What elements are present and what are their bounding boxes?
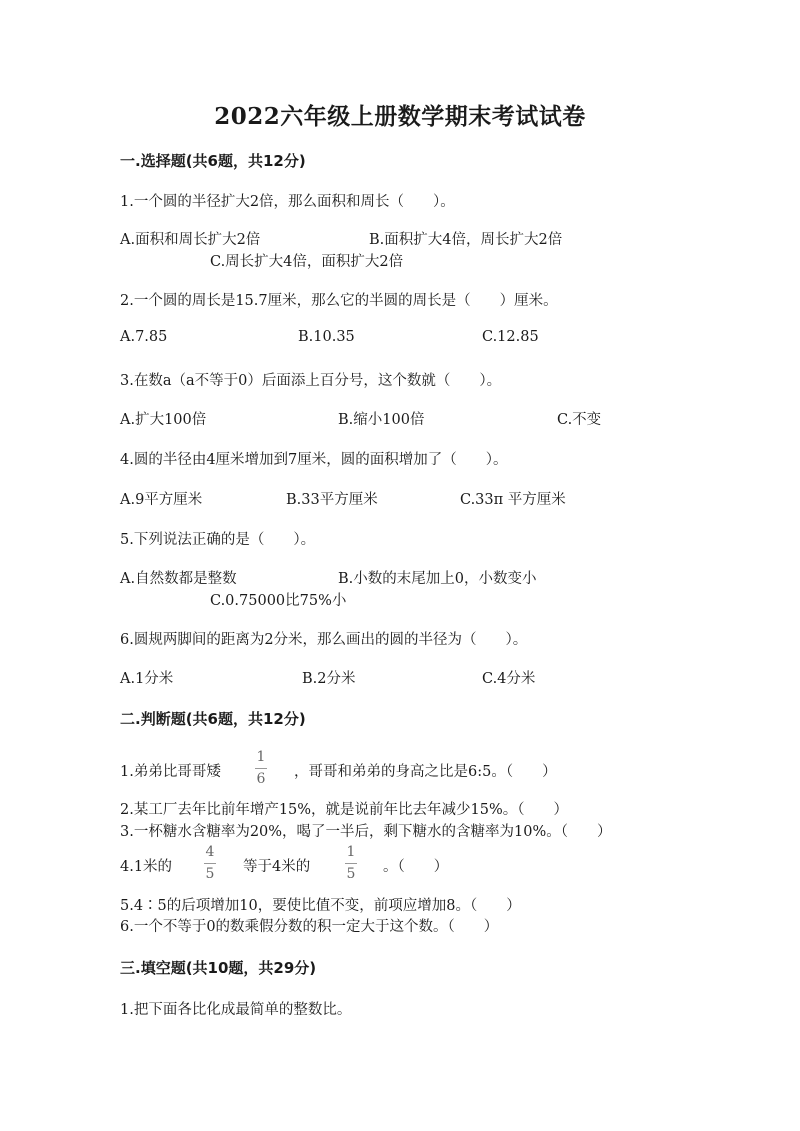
page-title: 2022六年级上册数学期末考试试卷: [214, 103, 586, 130]
judge-6: 6.一个不等于0的数乘假分数的积一定大于这个数。（ ）: [120, 919, 499, 935]
option-2c: C.12.85: [482, 329, 539, 345]
section-heading-choice: 一.选择题(共6题，共12分): [120, 152, 306, 170]
question-1: 1.一个圆的半径扩大2倍，那么面积和周长（ ）。: [120, 194, 455, 210]
question-3: 3.在数a（a不等于0）后面添上百分号，这个数就（ ）。: [120, 373, 502, 389]
judge-1-prefix: 1.弟弟比哥哥矮: [120, 764, 221, 780]
option-5b: B.小数的末尾加上0，小数变小: [338, 571, 537, 587]
question-2: 2.一个圆的周长是15.7厘米，那么它的半圆的周长是（ ）厘米。: [120, 293, 558, 309]
fraction-numerator: 1: [346, 844, 356, 860]
option-3c: C.不变: [557, 412, 602, 428]
option-6b: B.2分米: [302, 671, 356, 687]
option-2b: B.10.35: [298, 329, 355, 345]
option-3b: B.缩小100倍: [338, 412, 425, 428]
judge-4-middle: 等于4米的: [243, 859, 311, 875]
fraction-denominator: 5: [346, 866, 356, 882]
option-6c: C.4分米: [482, 671, 536, 687]
fraction-numerator: 4: [205, 844, 215, 860]
judge-4-prefix: 4.1米的: [120, 859, 173, 875]
option-4a: A.9平方厘米: [120, 492, 203, 508]
question-6: 6.圆规两脚间的距离为2分米，那么画出的圆的半径为（ ）。: [120, 632, 528, 648]
section-heading-judge: 二.判断题(共6题，共12分): [120, 710, 306, 728]
option-4c: C.33π 平方厘米: [460, 492, 566, 508]
fraction-bar: [255, 768, 267, 769]
judge-2: 2.某工厂去年比前年增产15%，就是说前年比去年减少15%。（ ）: [120, 802, 569, 818]
judge-4-suffix: 。（ ）: [383, 859, 449, 875]
option-5a: A.自然数都是整数: [120, 571, 237, 587]
fraction-one-fifth: [345, 844, 357, 883]
fraction-four-fifths: [204, 844, 216, 883]
option-1a: A.面积和周长扩大2倍: [120, 232, 261, 248]
option-5c: C.0.75000比75%小: [210, 593, 347, 609]
option-1b: B.面积扩大4倍，周长扩大2倍: [369, 232, 563, 248]
fraction-denominator: 6: [256, 771, 266, 787]
option-3a: A.扩大100倍: [120, 412, 207, 428]
judge-1-suffix: ，哥哥和弟弟的身高之比是6:5。（ ）: [294, 764, 557, 780]
fraction-denominator: 5: [205, 866, 215, 882]
judge-5: 5.4∶5的后项增加10，要使比值不变，前项应增加8。（ ）: [120, 898, 521, 914]
fraction-bar: [204, 863, 216, 864]
option-4b: B.33平方厘米: [286, 492, 378, 508]
question-5: 5.下列说法正确的是（ ）。: [120, 532, 316, 548]
option-1c: C.周长扩大4倍，面积扩大2倍: [210, 254, 404, 270]
fraction-one-sixth: [255, 749, 267, 788]
fill-1: 1.把下面各比化成最简单的整数比。: [120, 1002, 352, 1018]
question-4: 4.圆的半径由4厘米增加到7厘米，圆的面积增加了（ ）。: [120, 452, 508, 468]
fraction-bar: [345, 863, 357, 864]
judge-3: 3.一杯糖水含糖率为20%，喝了一半后，剩下糖水的含糖率为10%。（ ）: [120, 824, 612, 840]
option-6a: A.1分米: [120, 671, 174, 687]
option-2a: A.7.85: [120, 329, 168, 345]
section-heading-fill: 三.填空题(共10题，共29分): [120, 959, 317, 977]
fraction-numerator: 1: [256, 749, 266, 765]
